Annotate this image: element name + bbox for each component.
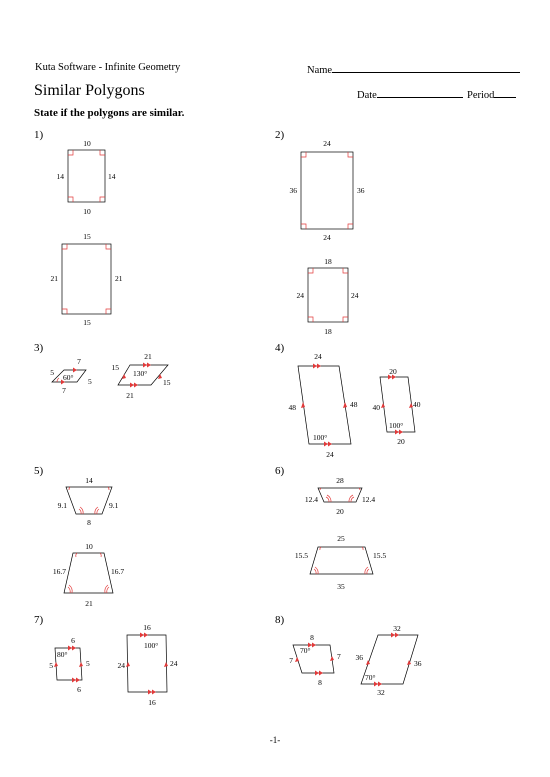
p1b-right-label: 21: [115, 274, 123, 283]
problem-7-figure-b: [118, 623, 178, 707]
p3b-bottom-label: 21: [126, 391, 134, 400]
p6b-bottom-label: 35: [337, 582, 345, 591]
p3a-left-label: 5: [50, 368, 54, 377]
page-number: -1-: [269, 735, 281, 745]
problem-2-number: 2): [275, 129, 285, 141]
problem-5-figure-b: [53, 542, 125, 608]
p6a-top-label: 28: [336, 476, 344, 485]
page-title: Similar Polygons: [34, 82, 145, 99]
p3a-right-label: 5: [88, 377, 92, 386]
p8a-right-label: 7: [337, 652, 341, 661]
p1a-top-label: 10: [83, 139, 91, 148]
problem-8-number: 8): [275, 614, 285, 626]
p2b-right-label: 24: [351, 291, 359, 300]
problem-5-number: 5): [34, 465, 44, 477]
p3a-angle-label: 60°: [63, 373, 74, 382]
problem-1-figure-b: [51, 232, 123, 327]
p3b-angle-label: 130°: [133, 369, 148, 378]
p8a-top-label: 8: [310, 633, 314, 642]
p7a-top-label: 6: [71, 636, 75, 645]
problem-1-figure-a: [57, 139, 116, 216]
problem-7-number: 7): [34, 614, 44, 626]
p7b-right-label: 24: [170, 659, 178, 668]
p3a-top-label: 7: [77, 357, 81, 366]
problem-4-number: 4): [275, 342, 285, 354]
p4b-bottom-label: 20: [397, 437, 405, 446]
instructions: State if the polygons are similar.: [34, 107, 185, 119]
problem-8-figure-b: [356, 624, 422, 697]
p6b-right-label: 15.5: [373, 551, 387, 560]
p7a-bottom-label: 6: [77, 685, 81, 694]
p7a-left-label: 5: [49, 661, 53, 670]
p1a-bottom-label: 10: [83, 207, 91, 216]
p5a-bottom-label: 8: [87, 518, 91, 527]
problem-3-number: 3): [34, 342, 44, 354]
name-label: Name: [307, 65, 333, 76]
p8a-bottom-label: 8: [318, 678, 322, 687]
p4b-angle-label: 100°: [389, 421, 404, 430]
problem-8-figure-a: [289, 633, 341, 687]
p7a-right-label: 5: [86, 659, 90, 668]
p1a-right-label: 14: [108, 172, 116, 181]
p4a-top-label: 24: [314, 352, 322, 361]
p7b-top-label: 16: [143, 623, 151, 632]
problem-6-number: 6): [275, 465, 285, 477]
p8b-left-label: 36: [355, 653, 363, 662]
problem-3-figure-a: [50, 357, 92, 395]
p2a-top-label: 24: [323, 139, 331, 148]
p6a-bottom-label: 20: [336, 507, 344, 516]
p4b-left-label: 40: [372, 403, 380, 412]
p7b-angle-label: 100°: [144, 641, 159, 650]
p4a-right-label: 48: [350, 400, 358, 409]
p3b-left-label: 15: [111, 363, 119, 372]
p5a-left-label: 9.1: [57, 501, 67, 510]
p3a-bottom-label: 7: [62, 386, 66, 395]
problem-1-number: 1): [34, 129, 44, 141]
p3b-right-label: 15: [163, 378, 171, 387]
problem-4-figure-b: [373, 367, 421, 446]
problem-6-figure-a: [305, 476, 376, 516]
p5a-right-label: 9.1: [109, 501, 119, 510]
p8b-angle-label: 70°: [365, 673, 376, 682]
problem-2-figure-b: [297, 257, 359, 336]
period-label: Period: [467, 90, 495, 101]
problem-5-figure-a: [58, 476, 119, 527]
p5b-bottom-label: 21: [85, 599, 93, 608]
p6a-right-label: 12.4: [362, 495, 376, 504]
p4b-right-label: 40: [413, 400, 421, 409]
p1b-left-label: 21: [50, 274, 58, 283]
p8b-right-label: 36: [414, 659, 422, 668]
p6b-top-label: 25: [337, 534, 345, 543]
p4a-bottom-label: 24: [326, 450, 334, 459]
p5b-left-label: 16.7: [52, 567, 66, 576]
problem-3-figure-b: [112, 352, 171, 400]
p4a-angle-label: 100°: [313, 433, 328, 442]
p8b-top-label: 32: [393, 624, 401, 633]
p8a-angle-label: 70°: [300, 646, 311, 655]
p7b-bottom-label: 16: [148, 698, 156, 707]
p2b-top-label: 18: [324, 257, 332, 266]
problem-6-figure-b: [295, 534, 387, 591]
p6b-left-label: 15.5: [294, 551, 308, 560]
p2b-bottom-label: 18: [324, 327, 332, 336]
p4b-top-label: 20: [389, 367, 397, 376]
p6a-left-label: 12.4: [304, 495, 318, 504]
p8b-bottom-label: 32: [377, 688, 385, 697]
p4a-left-label: 48: [288, 403, 296, 412]
date-label: Date: [357, 90, 377, 101]
p7b-left-label: 24: [117, 661, 125, 670]
p5b-right-label: 16.7: [111, 567, 125, 576]
p1b-bottom-label: 15: [83, 318, 91, 327]
problem-7-figure-a: [49, 636, 90, 694]
p7a-angle-label: 80°: [57, 650, 68, 659]
p1a-left-label: 14: [56, 172, 64, 181]
p2a-left-label: 36: [289, 186, 297, 195]
problem-4-figure-a: [289, 352, 358, 459]
p2b-left-label: 24: [296, 291, 304, 300]
p2a-bottom-label: 24: [323, 233, 331, 242]
problem-2-figure-a: [290, 139, 365, 242]
software-name: Kuta Software - Infinite Geometry: [35, 62, 181, 73]
p1b-top-label: 15: [83, 232, 91, 241]
p5b-top-label: 10: [85, 542, 93, 551]
p2a-right-label: 36: [357, 186, 365, 195]
p3b-top-label: 21: [144, 352, 152, 361]
p5a-top-label: 14: [85, 476, 93, 485]
p8a-left-label: 7: [289, 656, 293, 665]
